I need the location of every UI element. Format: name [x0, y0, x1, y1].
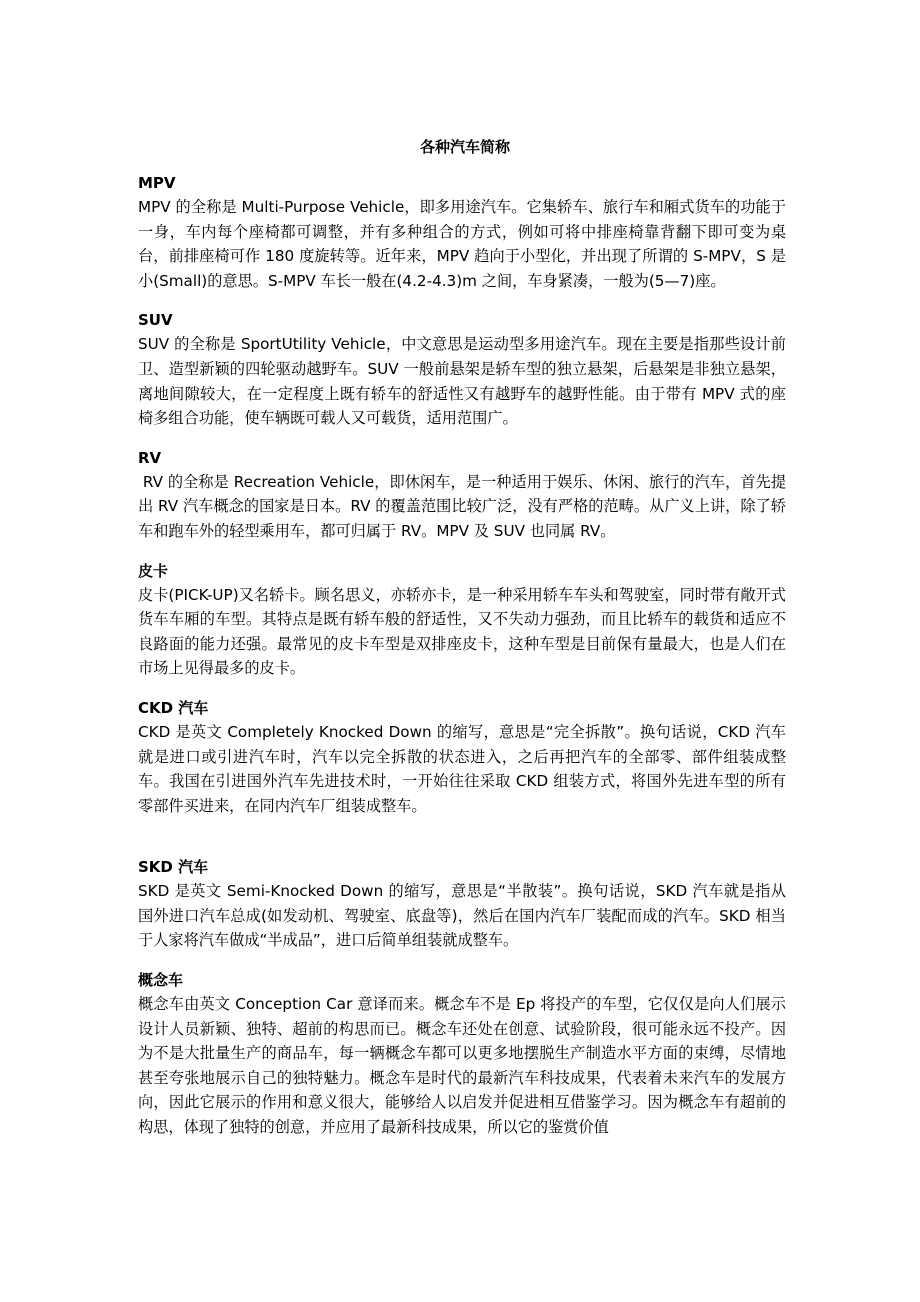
section-heading: SKD 汽车 [138, 858, 209, 877]
section-body: CKD 是英文 Completely Knocked Down 的缩写，意思是“完全拆散”。换句话说，CKD 汽车就是进口或引进汽车时，汽车以完全拆散的状态进入，之后再把汽车的全部零、部件组装成整车。我国在引进国外汽车先进技术时，一开始往往采取 CKD 组装方式，将国外先进车型的所有零部件买进来，在同内汽车厂组装成整车。 [138, 722, 786, 815]
section-heading: MPV [138, 174, 176, 192]
section-heading: CKD 汽车 [138, 698, 209, 717]
section-concept-car [138, 969, 786, 1140]
section-body: 皮卡(PICK-UP)又名轿卡。顾名思义，亦轿亦卡，是一种采用轿车车头和驾驶室，同时带有敞开式货车车厢的车型。其特点是既有轿车般的舒适性，又不失动力强劲，而且比轿车的载货和适应不良路面的能力还强。最常见的皮卡车型是双排座皮卡，这种车型是目前保有量最大，也是人们在市场上见得最多的皮卡。 [138, 585, 786, 678]
section-pickup [138, 560, 786, 681]
section-heading: 概念车 [138, 971, 184, 990]
section-skd [138, 856, 786, 953]
section-body: 概念车由英文 Conception Car 意译而来。概念车不是 Ep 将投产的车型，它仅仅是向人们展示设计人员新颖、独特、超前的构思而已。概念车还处在创意、试验阶段，很可能永远不投产。因为不是大批量生产的商品车，每一辆概念车都可以更多地摆脱生产制造水平方面的束缚，尽情地甚至夸张地展示自己的独特魅力。概念车是时代的最新汽车科技成果，代表着未来汽车的发展方向，因此它展示的作用和意义很大，能够给人以启发并促进相互借鉴学习。因为概念车有超前的构思，体现了独特的创意，并应用了最新科技成果，所以它的鉴赏价值 [138, 995, 786, 1137]
section-heading: RV [138, 448, 162, 467]
section-heading: SUV [138, 311, 173, 330]
document-title: 各种汽车简称 [419, 138, 510, 156]
section-mpv [138, 172, 786, 293]
section-suv [138, 309, 786, 430]
section-body: RV 的全称是 Recreation Vehicle，即休闲车，是一种适用于娱乐、休闲、旅行的汽车，首先提出 RV 汽车概念的国家是日本。RV 的覆盖范围比较广泛，没有严格的范畴。从广义上讲，除了轿车和跑车外的轻型乘用车，都可归属于 RV。MPV 及 SUV 也同属 RV。 [138, 472, 787, 540]
section-heading: 皮卡 [138, 561, 169, 580]
section-body: SUV 的全称是 SportUtility Vehicle，中文意思是运动型多用途汽车。现在主要是指那些设计前卫、造型新颖的四轮驱动越野车。SUV 一般前悬架是轿车型的独立悬架，后悬架是非独立悬架，离地间隙较大，在一定程度上既有轿车的舒适性又有越野车的越野性能。由于带有 MPV 式的座椅多组合功能，使车辆既可载人又可载货，适用范围广。 [138, 335, 786, 428]
section-ckd [138, 697, 786, 818]
section-body: SKD 是英文 Semi-Knocked Down 的缩写，意思是“半散装”。换句话说，SKD 汽车就是指从国外进口汽车总成(如发动机、驾驶室、底盘等)，然后在国内汽车厂装配而成的汽车。SKD 相当于人家将汽车做成“半成品”，进口后简单组装就成整车。 [138, 882, 786, 950]
section-body: MPV 的全称是 Multi-Purpose Vehicle，即多用途汽车。它集轿车、旅行车和厢式货车的功能于一身，车内每个座椅都可调整，并有多种组合的方式，例如可将中排座椅靠背翻下即可变为桌台，前排座椅可作 180 度旋转等。近年来，MPV 趋向于小型化，并出现了所谓的 S-MPV，S 是小(Small)的意思。S-MPV 车长一般在(4.2-4.3)m 之间，车身紧凑，一般为(5—7)座。 [138, 198, 786, 290]
section-rv [138, 447, 786, 544]
